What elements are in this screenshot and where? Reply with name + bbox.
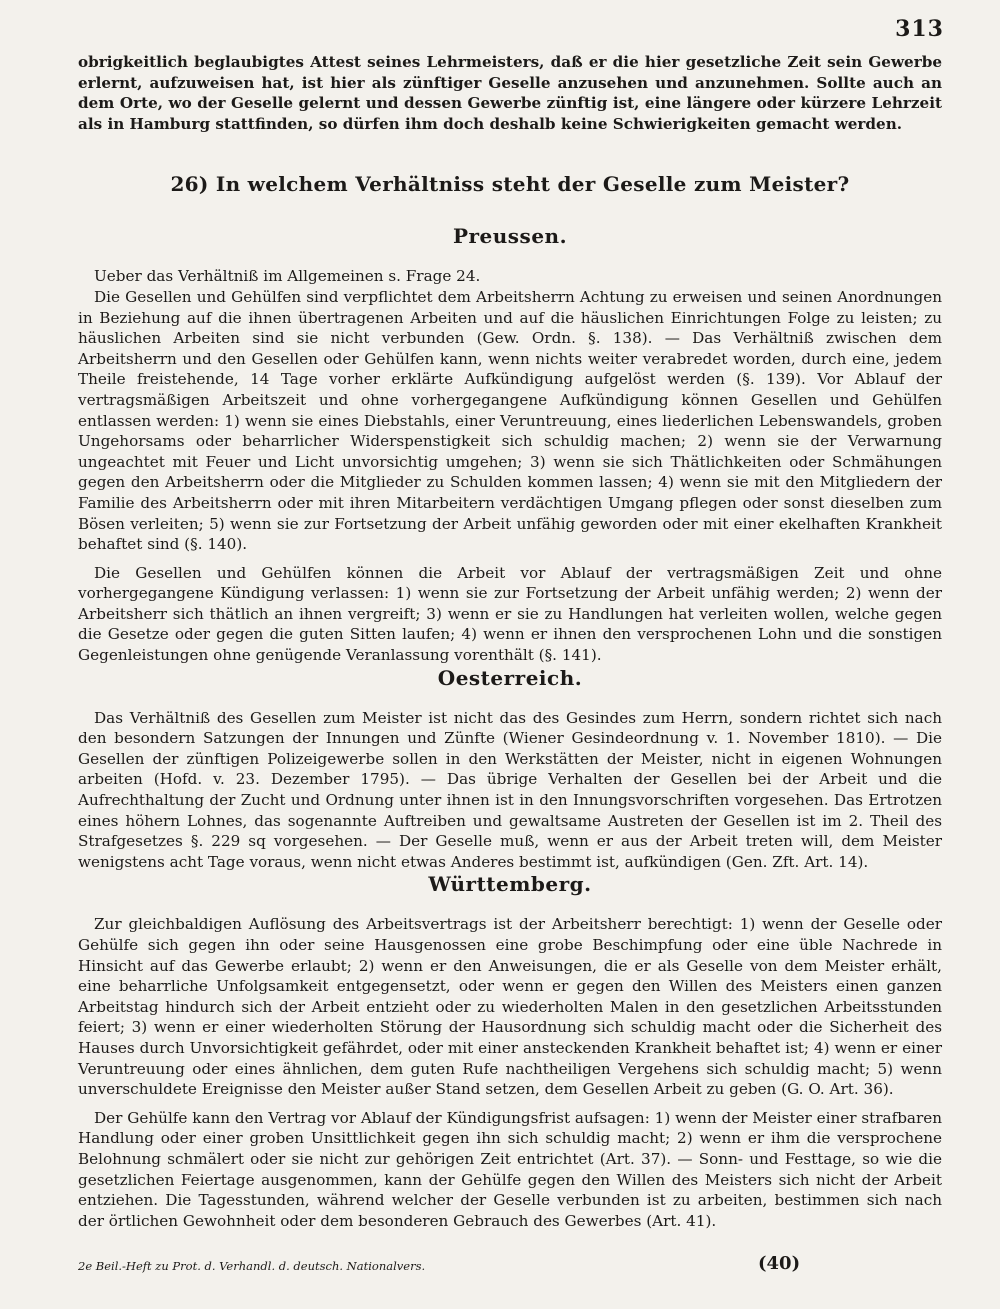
paragraph-wuerttemberg-1: Zur gleichbaldigen Auflösung des Arbeitsvertrags ist der Arbeitsherr berechtigt: 1) wenn der Geselle oder Gehülfe sich gegen ihn oder seine Hausgenossen eine grobe Beschimpfung oder eine üble Nachrede in Hinsicht auf das Gewerbe erlaubt; 2) wenn er den Anweisungen, die er als Geselle von dem Meister erhält, eine beharrliche Unfolgsamkeit entgegensetzt, oder wenn er gegen den Willen des Meisters einen ganzen Arbeitstag hindurch sich der Arbeit entzieht oder zu wiederholten Malen in den gesetzlichen Arbeitsstunden feiert; 3) wenn er einer wiederholten Störung der Hausordnung sich schuldig macht oder die Sicherheit des Hauses durch Unvorsichtigkeit gefährdet, oder mit einer ansteckenden Krankheit behaftet ist; 4) wenn er einer Veruntreuung oder eines ähnlichen, dem guten Rufe nachtheiligen Vergehens sich schuldig macht; 5) wenn unverschuldete Ereignisse den Meister außer Stand setzen, dem Gesellen Arbeit zu geben (G. O. Art. 36).	[78, 915, 942, 1099]
question-heading: 26) In welchem Verhältniss steht der Geselle zum Meister?	[170, 172, 850, 197]
page-number: 313	[895, 16, 944, 42]
section-heading-wuerttemberg: Württemberg.	[428, 872, 592, 897]
section-heading-oesterreich: Oesterreich.	[437, 665, 583, 690]
section-wuerttemberg	[78, 872, 942, 1231]
page-footer	[78, 1253, 942, 1277]
paragraph-oesterreich-1: Das Verhältniß des Gesellen zum Meister ist nicht das des Gesindes zum Herrn, sondern richtet sich nach den besondern Satzungen der Innungen und Zünfte (Wiener Gesindeordnung v. 1. November 1810). — Die Gesellen der zünftigen Polizeigewerbe sollen in den Werkstätten der Meister, nicht in eigenen Wohnungen arbeiten (Hofd. v. 23. Dezember 1795). — Das übrige Verhalten der Gesellen bei der Arbeit und die Aufrechthaltung der Zucht und Ordnung unter ihnen ist in den Innungsvorschriften vorgesehen. Das Ertrotzen eines höhern Lohnes, das sogenannte Auftreiben und gewaltsame Austreten der Gesellen ist im 2. Theil des Strafgesetzes §. 229 sq vorgesehen. — Der Geselle muß, wenn er aus der Arbeit treten will, dem Meister wenigstens acht Tage voraus, wenn nicht etwas Anderes bestimmt ist, aufkündigen (Gen. Zft. Art. 14).	[78, 708, 942, 871]
paragraph-preussen-2: Die Gesellen und Gehülfen sind verpflichtet dem Arbeitsherrn Achtung zu erweisen und seinen Anordnungen in Beziehung auf die ihnen übertragenen Arbeiten und auf die häuslichen Einrichtungen Folge zu leisten; zu häuslichen Arbeiten sind sie nicht verbunden (Gew. Ordn. §. 138). — Das Verhältniß zwischen dem Arbeitsherrn und den Gesellen oder Gehülfen kann, wenn nichts weiter verabredet worden, durch eine, jedem Theile freistehende, 14 Tage vorher erklärte Aufkündigung aufgelöst werden (§. 139). Vor Ablauf der vertragsmäßigen Arbeitszeit und ohne vorhergegangene Aufkündigung können Gesellen und Gehülfen entlassen werden: 1) wenn sie eines Diebstahls, einer Veruntreuung, eines liederlichen Lebenswandels, groben Ungehorsams oder beharrlicher Widerspenstigkeit sich schuldig machen; 2) wenn sie der Verwarnung ungeachtet mit Feuer und Licht unvorsichtig umgehen; 3) wenn sie sich Thätlichkeiten oder Schmähungen gegen den Arbeitsherrn oder die Mitglieder zu Schulden kommen lassen; 4) wenn sie mit den Mitgliedern der Familie des Arbeitsherrn oder mit ihren Mitarbeitern verdächtigen Umgang pflegen oder sonst dieselben zum Bösen verleiten; 5) wenn sie zur Fortsetzung der Arbeit unfähig geworden oder mit einer ekelhaften Krankheit behaftet sind (§. 140).	[78, 287, 942, 554]
intro-paragraph: obrigkeitlich beglaubigtes Attest seines Lehrmeisters, daß er die hier gesetzliche Zeit sein Gewerbe erlernt, aufzuweisen hat, ist hier als zünftiger Geselle anzusehen und anzunehmen. Sollte auch an dem Orte, wo der Geselle gelernt und dessen Gewerbe zünftig ist, eine längere oder kürzere Lehrzeit als in Hamburg stattfinden, so dürfen ihm doch deshalb keine Schwierigkeiten gemacht werden.	[78, 53, 942, 133]
section-heading-preussen: Preussen.	[452, 224, 568, 249]
paragraph-preussen-1: Ueber das Verhältniß im Allgemeinen s. Frage 24.	[94, 267, 481, 286]
section-preussen	[78, 224, 942, 665]
footer-imprint: 2e Beil.-Heft zu Prot. d. Verhandl. d. deutsch. Nationalvers.	[78, 1259, 426, 1273]
paragraph-wuerttemberg-2: Der Gehülfe kann den Vertrag vor Ablauf der Kündigungsfrist aufsagen: 1) wenn der Meister einer strafbaren Handlung oder einer groben Unsittlichkeit gegen ihn sich schuldig macht; 2) wenn er ihm die versprochene Belohnung schmälert oder sie nicht zur gehörigen Zeit entrichtet (Art. 37). — Sonn- und Festtage, so wie die gesetzlichen Feiertage ausgenommen, kann der Gehülfe gegen den Willen des Meisters sich nicht der Arbeit entziehen. Die Tagesstunden, während welcher der Geselle verbunden ist zu arbeiten, bestimmen sich nach der örtlichen Gewohnheit oder dem besonderen Gebrauch des Gewerbes (Art. 41).	[78, 1108, 942, 1230]
footer-sheet-number: (40)	[758, 1253, 801, 1274]
paragraph-preussen-3: Die Gesellen und Gehülfen können die Arbeit vor Ablauf der vertragsmäßigen Zeit und ohne vorhergegangene Kündigung verlassen: 1) wenn sie zur Fortsetzung der Arbeit unfähig werden; 2) wenn der Arbeitsherr sich thätlich an ihnen vergreift; 3) wenn er sie zu Handlungen hat verleiten wollen, welche gegen die Gesetze oder gegen die guten Sitten laufen; 4) wenn er ihnen den versprochenen Lohn und die sonstigen Gegenleistungen ohne genügende Veranlassung vorenthält (§. 141).	[78, 563, 942, 665]
section-oesterreich	[78, 666, 942, 873]
